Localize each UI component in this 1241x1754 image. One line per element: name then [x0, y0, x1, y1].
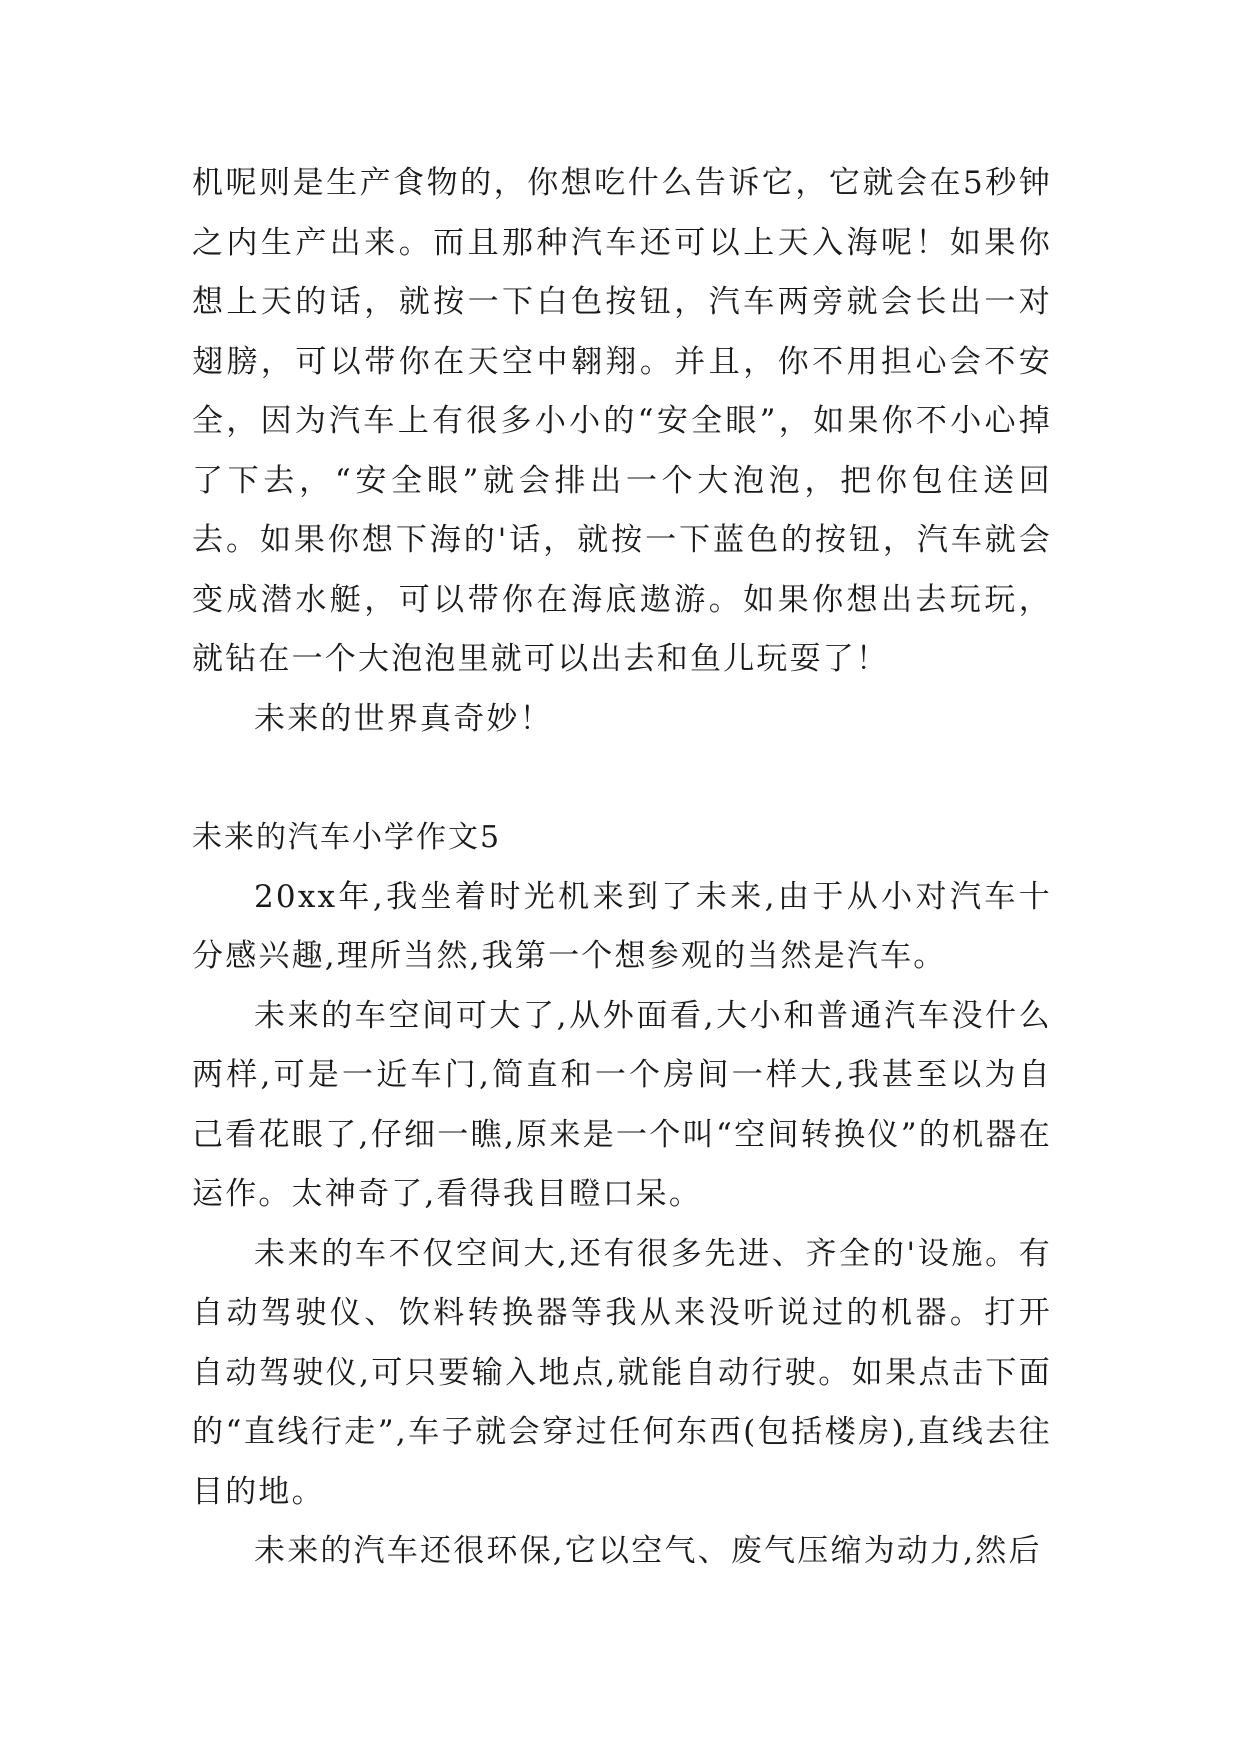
document-body: [192, 154, 1052, 1582]
section-spacer: [192, 749, 1052, 808]
body-paragraph: 20xx年,我坐着时光机来到了未来,由于从小对汽车十分感兴趣,理所当然,我第一个想参观的当然是汽车。: [192, 878, 1052, 974]
essay-title: 未来的汽车小学作文5: [192, 820, 502, 855]
body-paragraph: 未来的车不仅空间大,还有很多先进、齐全的'设施。有自动驾驶仪、饮料转换器等我从来没听说过的机器。打开自动驾驶仪,可只要输入地点,就能自动行驶。如果点击下面的“直线行走”,车子就会穿过任何东西(包括楼房),直线去往目的地。: [192, 1235, 1052, 1510]
continuation-paragraph: 机呢则是生产食物的，你想吃什么告诉它，它就会在5秒钟之内生产出来。而且那种汽车还可以上天入海呢！如果你想上天的话，就按一下白色按钮，汽车两旁就会长出一对翅膀，可以带你在天空中翱翔。并且，你不用担心会不安全，因为汽车上有很多小小的“安全眼”，如果你不小心掉了下去，“安全眼”就会排出一个大泡泡，把你包住送回去。如果你想下海的'话，就按一下蓝色的按钮，汽车就会变成潜水艇，可以带你在海底遨游。如果你想出去玩玩，就钻在一个大泡泡里就可以出去和鱼儿玩耍了！: [192, 165, 1052, 677]
closing-paragraph: 未来的世界真奇妙！: [254, 700, 553, 737]
body-paragraph: 未来的汽车还很环保,它以空气、废气压缩为动力,然后: [254, 1533, 1042, 1569]
body-paragraph: 未来的车空间可大了,从外面看,大小和普通汽车没什么两样,可是一近车门,简直和一个房间一样大,我甚至以为自己看花眼了,仔细一瞧,原来是一个叫“空间转换仪”的机器在运作。太神奇了,看得我目瞪口呆。: [192, 997, 1052, 1212]
